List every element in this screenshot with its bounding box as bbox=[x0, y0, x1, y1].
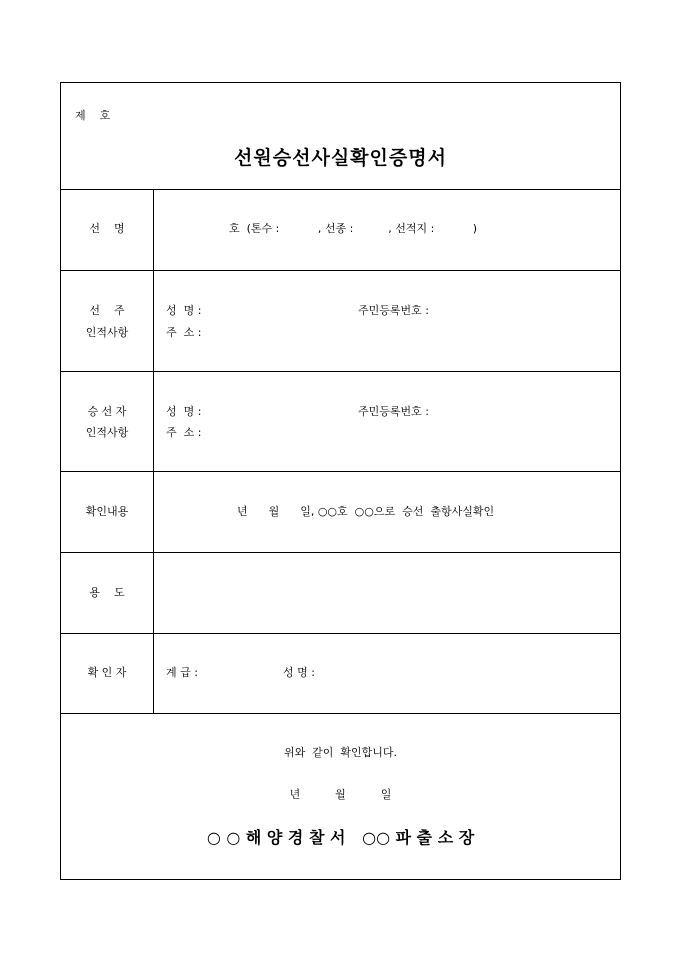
owner-address-field[interactable]: 주 소 : bbox=[166, 326, 202, 339]
row-divider bbox=[61, 270, 620, 271]
column-divider bbox=[153, 189, 154, 713]
crew-label-line2: 인적사항 bbox=[85, 426, 129, 439]
crew-registration-field[interactable]: 주민등록번호 : bbox=[358, 405, 429, 418]
ship-name-label: 선 명 bbox=[89, 222, 125, 235]
document-number-label: 제 호 bbox=[75, 109, 111, 122]
row-divider bbox=[61, 189, 620, 190]
confirmer-grade-field[interactable]: 계 급 : bbox=[166, 666, 198, 679]
owner-label-line2: 인적사항 bbox=[85, 326, 129, 339]
confirmer-name-field[interactable]: 성 명 : bbox=[283, 666, 315, 679]
purpose-label: 용 도 bbox=[89, 586, 125, 599]
row-divider bbox=[61, 471, 620, 472]
confirmation-field[interactable]: 년 월 일, ○○호 ○○으로 승선 출항사실확인 bbox=[237, 505, 495, 518]
crew-address-field[interactable]: 주 소 : bbox=[166, 426, 202, 439]
certificate-form bbox=[60, 82, 621, 880]
crew-name-field[interactable]: 성 명 : bbox=[166, 405, 202, 418]
row-divider bbox=[61, 552, 620, 553]
confirmation-label: 확인내용 bbox=[85, 505, 129, 518]
confirmer-label: 확 인 자 bbox=[87, 666, 127, 679]
ship-name-field[interactable]: 호 (톤수 : , 선종 : , 선적지 : ) bbox=[229, 222, 478, 235]
owner-registration-field[interactable]: 주민등록번호 : bbox=[358, 304, 429, 317]
owner-label-line1: 선 주 bbox=[89, 304, 125, 317]
issuing-authority: ○ ○ 해 양 경 찰 서 ○○ 파 출 소 장 bbox=[206, 828, 475, 847]
purpose-field[interactable] bbox=[166, 586, 606, 600]
row-divider bbox=[61, 633, 620, 634]
issue-date: 년 월 일 bbox=[289, 788, 392, 801]
owner-name-field[interactable]: 성 명 : bbox=[166, 304, 202, 317]
crew-label-line1: 승 선 자 bbox=[87, 405, 127, 418]
row-divider bbox=[61, 371, 620, 372]
row-divider bbox=[61, 713, 620, 714]
confirmation-statement: 위와 같이 확인합니다. bbox=[283, 746, 398, 759]
document-title: 선원승선사실확인증명서 bbox=[234, 147, 447, 169]
